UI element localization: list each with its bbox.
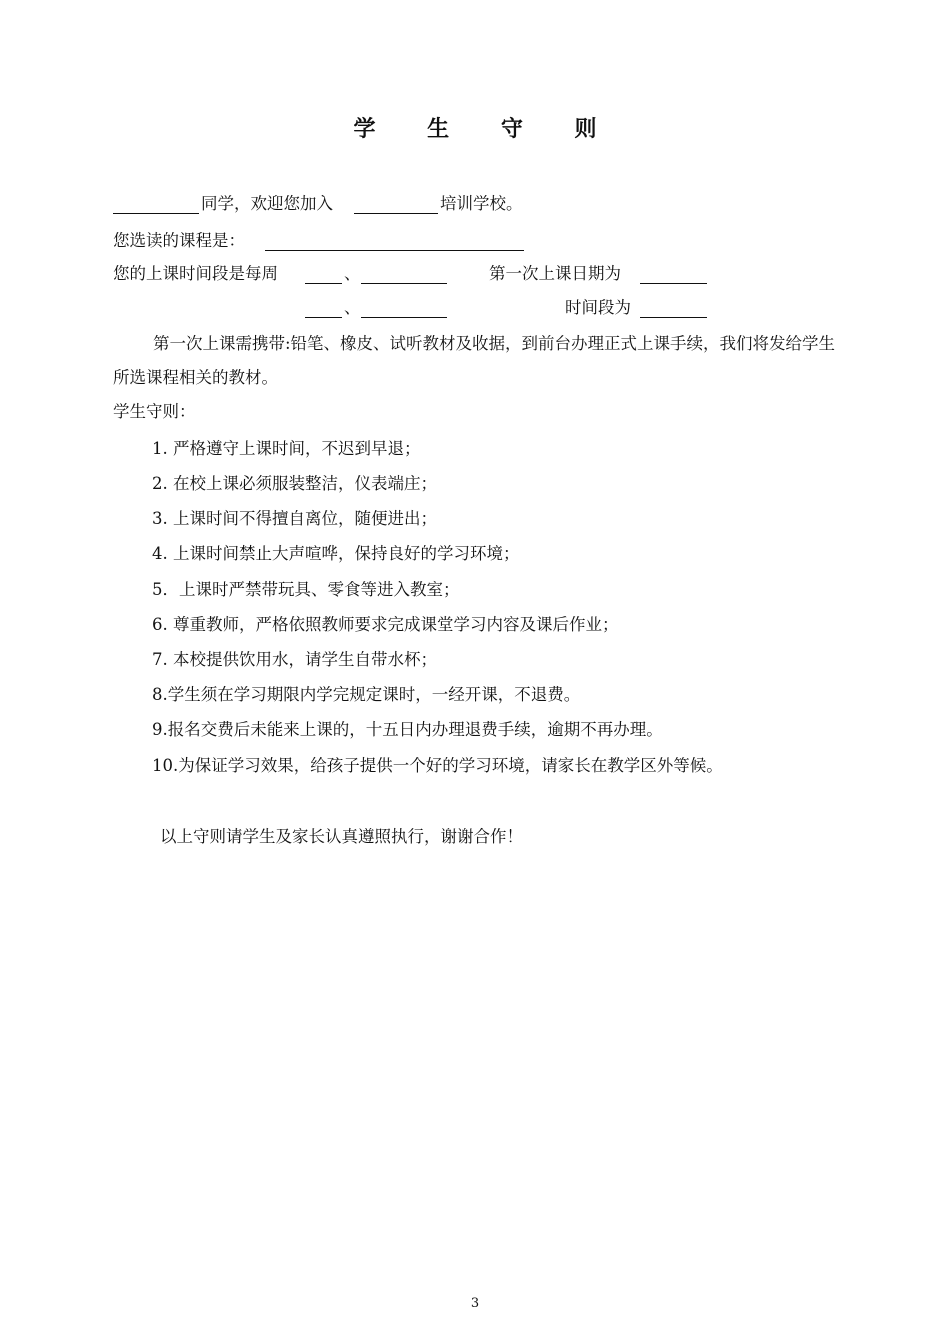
school-name-blank[interactable]	[354, 213, 438, 214]
closing-text: 以上守则请学生及家长认真遵照执行，谢谢合作！	[160, 827, 523, 846]
course-line	[0, 226, 950, 256]
rule-item: 3. 上课时间不得擅自离位，随便进出；	[152, 509, 437, 528]
schedule-line	[0, 259, 950, 289]
rule-item: 5．上课时严禁带玩具、零食等进入教室；	[152, 580, 460, 599]
rule-item: 2. 在校上课必须服装整洁，仪表端庄；	[152, 474, 437, 493]
rule-item: 7. 本校提供饮用水，请学生自带水杯；	[152, 650, 437, 669]
course-blank[interactable]	[265, 250, 524, 251]
rule-item: 9.报名交费后未能来上课的，十五日内办理退费手续，逾期不再办理。	[152, 720, 663, 739]
page-title: 学 生 守 则	[353, 117, 619, 142]
intro-paragraph: 第一次上课需携带:铅笔、橡皮、试听教材及收据，到前台办理正式上课手续，我们将发给学生所选课程相关的教材。	[113, 334, 836, 387]
separator-2: 、	[344, 298, 361, 317]
time-blank-2[interactable]	[361, 317, 447, 318]
rule-item: 4. 上课时间禁止大声喧哗，保持良好的学习环境；	[152, 544, 520, 563]
rule-item: 8.学生须在学习期限内学完规定课时，一经开课，不退费。	[152, 685, 581, 704]
rule-item: 1. 严格遵守上课时间，不迟到早退；	[152, 439, 421, 458]
welcome-text: 同学，欢迎您加入	[201, 194, 333, 213]
weekday-blank-1[interactable]	[305, 283, 342, 284]
time-slot-label: 时间段为	[565, 298, 631, 317]
time-slot-blank[interactable]	[640, 317, 707, 318]
schedule-label: 您的上课时间段是每周	[113, 264, 278, 283]
course-label: 您选读的课程是：	[113, 231, 245, 250]
rule-item: 10.为保证学习效果，给孩子提供一个好的学习环境，请家长在教学区外等候。	[152, 756, 723, 775]
first-date-blank[interactable]	[640, 283, 707, 284]
rules-heading-line	[0, 397, 950, 427]
welcome-school-text: 培训学校。	[440, 194, 523, 213]
student-name-blank[interactable]	[113, 213, 199, 214]
rule-item: 6. 尊重教师，严格依照教师要求完成课堂学习内容及课后作业；	[152, 615, 619, 634]
page-number: 3	[470, 1296, 480, 1311]
schedule-line-2	[0, 293, 950, 323]
first-date-label: 第一次上课日期为	[489, 264, 621, 283]
separator-1: 、	[344, 264, 361, 283]
rules-heading: 学生守则：	[113, 402, 196, 421]
welcome-line	[0, 189, 950, 219]
weekday-blank-2[interactable]	[305, 317, 342, 318]
time-blank-1[interactable]	[361, 283, 447, 284]
